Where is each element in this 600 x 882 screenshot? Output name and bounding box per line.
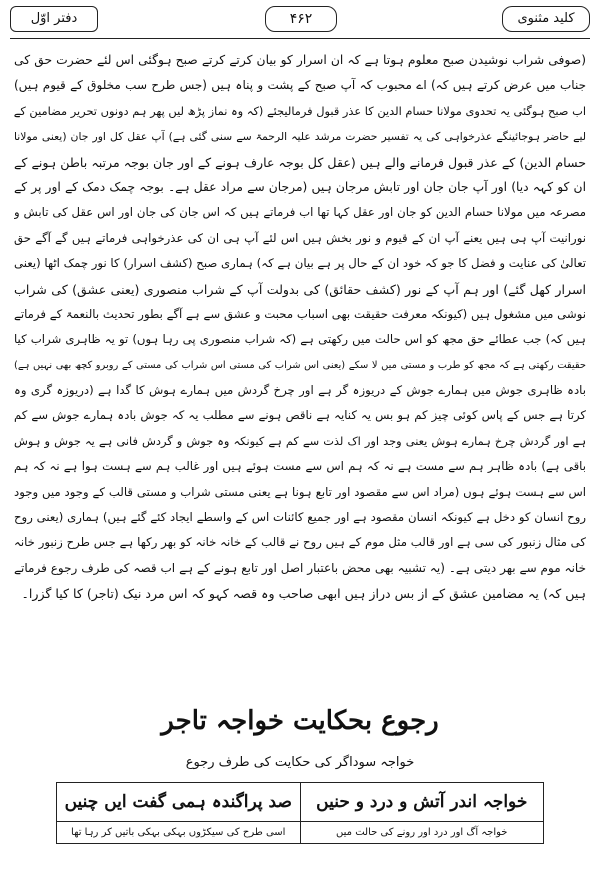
text-line: لیے حاضر ہوجائینگے عذرخواہی کی یہ تفسیر حضرت مرشد علیہ الرحمۃ سے سنی گئی ہے) آپ عقل کل اور جان (یعنی مولانا [14,130,586,144]
text-line: ہے اور گردش چرخ ہمارے ہوش یعنی وجد اور اک لذت سے کم ہے کیونکہ وہ جوش و گردش فانی ہے یہ جوش و ہوش [14,433,586,448]
text-line: ہیں کہ) یہ مضامین عشق کے از بس دراز ہیں ابھی صاحب وہ قصہ کہو کہ اس مرد نیک (تاجر) کا کیا گزرا۔ [21,586,586,602]
commentary-text [14,48,586,607]
text-line: نورانیت آپ ہی ہیں یعنے آپ ان کے قیوم و نور بخش ہیں اس لئے آپ ہی ان کی عذرخواہی فرماتے ہیں گے آگے حق [14,230,586,245]
verse-table [56,782,544,844]
text-line: باقی ہے) بادہ ظاہر ہم سے مست ہے نہ کہ ہم اس سے مست ہوئے ہیں اور غالب ہم سے ہست ہوا ہے نہ کہ ہم [14,459,586,474]
text-line: بادہ ظاہری جوش میں ہمارے جوش کے دریوزہ گر ہے اور چرخ گردش میں ہمارے ہوش کا گدا ہے (دریوزہ گری وہ [14,383,586,398]
text-line: نوشی میں مشغول ہیں (کیونکہ معرفت حقیقت بھی اسباب محبت و عشق سے ہے آگے بطور تحدیث بالنعمۃ کے فرماتے [14,306,586,321]
text-line: روح انسان کو دخل ہے کیونکہ انسان مقصود ہے اور جمیع کائنات اس کے واسطے ایجاد کئے گئے ہیں) ہماری (یعنی روح [14,510,586,525]
text-line: کرتا ہے جس کے پاس کوئی چیز کم ہو بس یہ کنایہ ہے ناقص ہونے سے مطلب یہ کہ جوش بادہ ہمارے جوش سے کم [14,408,586,423]
text-line: جناب میں عرض کرتے ہیں کہ) اے محبوب کہ آپ صبح کے پشت و پناہ ہیں (جس طرح سب مخلوق کے قیوم ہیں) [14,78,586,93]
text-line: اب صبح ہوگئی یہ تحدوی مولانا حسام الدین کا عذر قبول فرمالیجئے (کہ وہ نماز پڑھ لیں پھر ہم دونوں تحریر مضامین کے [14,103,586,118]
translation-row [57,822,543,844]
text-line: اسرار کھل گئے) اور ہم آپ کے نور (کشف حقائق) کی بدولت آپ کے شراب منصوری (یعنی عشق) کی شراب [14,281,586,297]
verse-right-translation: خواجہ آگ اور درد اور رونے کی حالت میں [300,822,544,844]
verse-left-translation: اسی طرح کی سیکڑوں بہکی بہکی باتیں کر رہا تھا [71,827,286,838]
text-line: خانہ موم سے بھر دیتی ہے۔ (یہ تشبیہ بھی محض باعتبار اصل اور تابع ہونے کے ہے اب قصہ کی طرف رجوع فرماتے [14,560,586,575]
text-line: (صوفی شراب نوشیدن صبح معلوم ہوتا ہے کہ ان اسرار کو بیان کرتے کرتے صبح ہوگئی اس لئے حضرت حق کی [14,53,586,67]
verse-right-hemistich: خواجہ اندر آتش و درد و حنیں [300,783,544,821]
text-line: مصرعہ میں مولانا حسام الدین کو جان اور عقل کہا تھا اب فرماتے ہیں کہ اس جان کی جان اور اس عقل کی تابش و [14,205,586,220]
page-header [10,6,590,40]
volume-label: دفتر اوّل [10,6,98,32]
header-rule [10,38,590,39]
text-line: حسام الدین) کے عذر قبول فرمانے والے ہیں (عقل کل بوجہ عارف ہونے کے اور جان بوجہ مرتبہ باطن ہونے کے [14,154,586,170]
text-line: ہیں کہ) جب عطائے حق مجھ کو اس حالت میں رکھتی ہے (کہ شراب منصوری پی رہا ہوں) تو یہ ظاہری شراب کیا [14,332,586,347]
text-line: اس سے ہست ہوئے ہوں (مراد اس سے مقصود اور تابع ہونا ہے یعنی مستی شراب و مستی قالب کے وجود میں وجود [14,484,586,499]
text-line: کی مثال زنبور کی سی ہے اور قالب مثل موم کے ہیں روح نے قالب کے خانہ خانہ کو بھر رکھا ہے جس طرح زنبور خانہ [14,535,586,550]
text-line: حقیقت رکھتی ہے کہ مجھ کو طرب و مستی میں لا سکے (یعنی اس شراب کی مستی اس شراب کی مستی کے روبرو کچھ بھی نہیں ہے) [14,359,586,371]
verse-left-hemistich: صد پراگندہ ہمی گفت ایں چنیں [64,792,292,812]
text-line: ان کو کہہ دیا) اور آپ جان جان اور تابش مرجان ہیں (مرجان سے مراد عقل ہے۔ بوجہ چمک دمک کے اور پر کے [14,179,586,194]
page-number: ۴۶۲ [265,6,337,32]
text-line: تعالیٰ کی عنایت و فضل کا جو کہ خود ان کے حال پر ہے بیان ہے کہ) ہماری صبح (کشف اسرار) کا نور چمک اٹھا (یعنی [14,256,586,271]
section-subheading: خواجہ سوداگر کی حکایت کی طرف رجوع [185,755,415,770]
book-title-label: کلید مثنوی [502,6,590,32]
section-heading: رجوع بحکایت خواجہ تاجر [161,706,439,736]
verse-row [57,783,543,822]
